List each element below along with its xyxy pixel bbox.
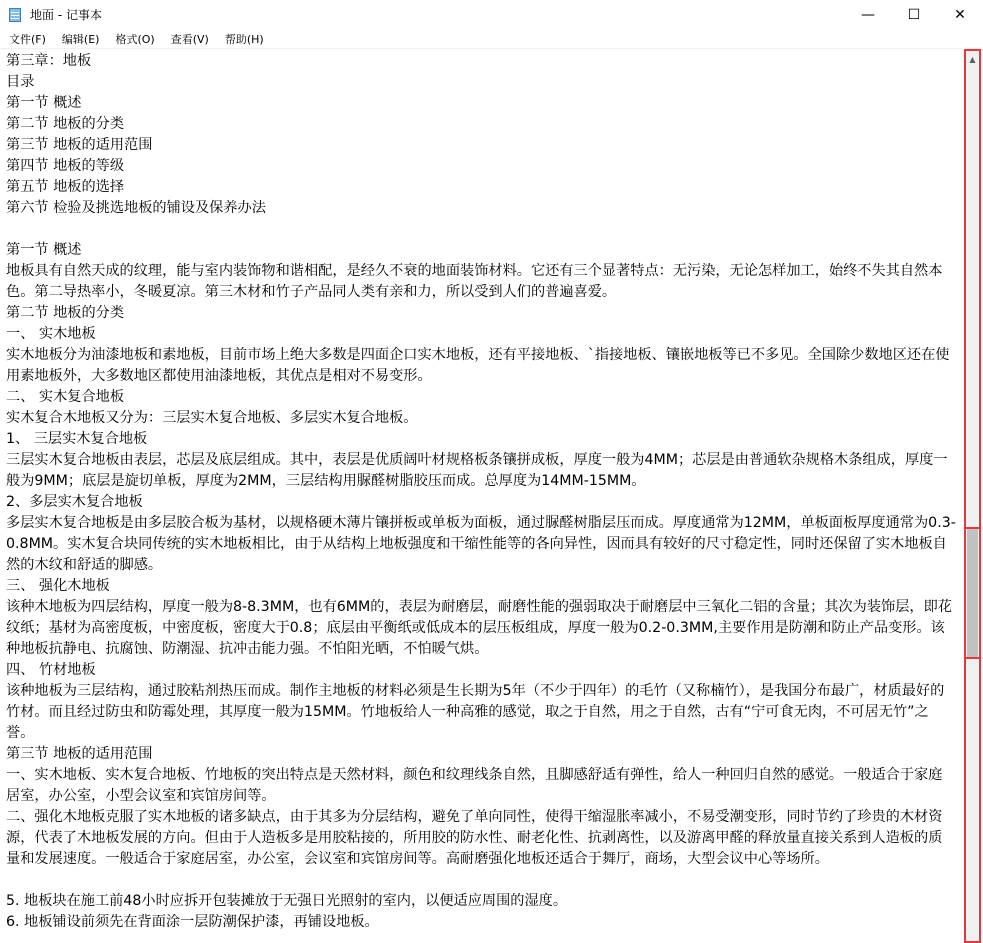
maximize-button[interactable]: ☐ [907,6,921,23]
menu-file[interactable]: 文件(F) [9,32,46,46]
title-bar [0,0,983,29]
window-title: 地面 - 记事本 [30,8,102,22]
menu-edit[interactable]: 编辑(E) [61,32,100,46]
document-text[interactable]: 第三章：地板 目录 第一节 概述 第二节 地板的分类 第三节 地板的适用范围 第四节 地板的等级 第五节 地板的选择 第六节 检验及挑选地板的铺设及保养办法 第一节 概述 地板具有自然天成的纹理，能与室内装饰物和谐相配，是经久不衰的地面装饰材料。它还有三个显著特点：无污染，无论怎样加工，始终不失其自然本色。第二导热率小，冬暖夏凉。第三木材和竹子产品同人类有亲和力，所以受到人们的普遍喜爱。 第二节 地板的分类 一、 实木地板 实木地板分为油漆地板和素地板，目前市场上绝大多数是四面企口实木地板，还有平接地板、`指接地板、镶嵌地板等已不多见。全国除少数地区还在使用素地板外，大多数地区都使用油漆地板，其优点是相对不易变形。 二、 实木复合地板 实木复合木地板又分为：三层实木复合地板、多层实木复合地板。 1、 三层实木复合地板 三层实木复合地板由表层，芯层及底层组成。其中，表层是优质阔叶材规格板条镶拼成板，厚度一般为4MM；芯层是由普通软杂规格木条组成，厚度一般为9MM；底层是旋切单板，厚度为2MM，三层结构用脲醛树脂胶压而成。总厚度为14MM-15MM。 2、多层实木复合地板 多层实木复合地板是由多层胶合板为基材，以规格硬木薄片镶拼板或单板为面板，通过脲醛树脂层压而成。厚度通常为12MM，单板面板厚度通常为0.3-0.8MM。实木复合块同传统的实木地板相比，由于从结构上地板强度和干缩性能等的各向异性，因而具有较好的尺寸稳定性，同时还保留了实木地板自然的木纹和舒适的脚感。 三、 强化木地板 该种木地板为四层结构，厚度一般为8-8.3MM，也有6MM的，表层为耐磨层，耐磨性能的强弱取决于耐磨层中三氧化二铝的含量；其次为装饰层，即花纹纸；基材为高密度板，中密度板，密度大于0.8；底层由平衡纸或低成本的层压板组成，厚度一般为0.2-0.3MM,主要作用是防潮和防止产品变形。该种地板抗静电、抗腐蚀、防潮湿、抗冲击能力强。不怕阳光晒，不怕暖气烘。 四、 竹材地板 该种地板为三层结构，通过胶粘剂热压而成。制作主地板的材料必须是生长期为5年（不少于四年）的毛竹（又称楠竹），是我国分布最广，材质最好的竹材。而且经过防虫和防霉处理，其厚度一般为15MM。竹地板给人一种高雅的感觉，取之于自然，用之于自然，古有“宁可食无肉，不可居无竹”之誉。 第三节 地板的适用范围 一、实木地板、实木复合地板、竹地板的突出特点是天然材料，颜色和纹理线条自然，且脚感舒适有弹性，给人一种回归自然的感觉。一般适合于家庭居室，办公室，小型会议室和宾馆房间等。 二、强化木地板克服了实木地板的诸多缺点，由于其多为分层结构，避免了单向同性，使得干缩湿胀率减小，不易受潮变形，同时节约了珍贵的木材资源，代表了木地板发展的方向。但由于人造板多是用胶粘接的，所用胶的防水性、耐老化性、抗剥离性，以及游离甲醛的释放量直接关系到人造板的质量和发展速度。一般适合于家庭居室，办公室，会议室和宾馆房间等。高耐磨强化地板还适合于舞厅，商场，大型会议中心等场所。 5. 地板块在施工前48小时应拆开包装摊放于无强日光照射的室内，以便适应周围的湿度。 6. 地板铺设前须先在背面涂一层防潮保护漆，再铺设地板。 [6,53,956,930]
close-button[interactable]: ✕ [954,6,966,23]
scroll-thumb-highlight [964,527,981,659]
menu-help[interactable]: 帮助(H) [224,32,264,46]
text-editor-area[interactable] [0,49,964,943]
minimize-button[interactable]: — [861,6,875,23]
menu-view[interactable]: 查看(V) [170,32,209,46]
menu-bar [0,29,983,49]
menu-format[interactable]: 格式(O) [115,32,155,46]
notepad-icon [8,7,24,23]
vertical-scrollbar[interactable] [964,49,981,943]
scroll-up-arrow-icon[interactable]: ▲ [969,54,976,64]
